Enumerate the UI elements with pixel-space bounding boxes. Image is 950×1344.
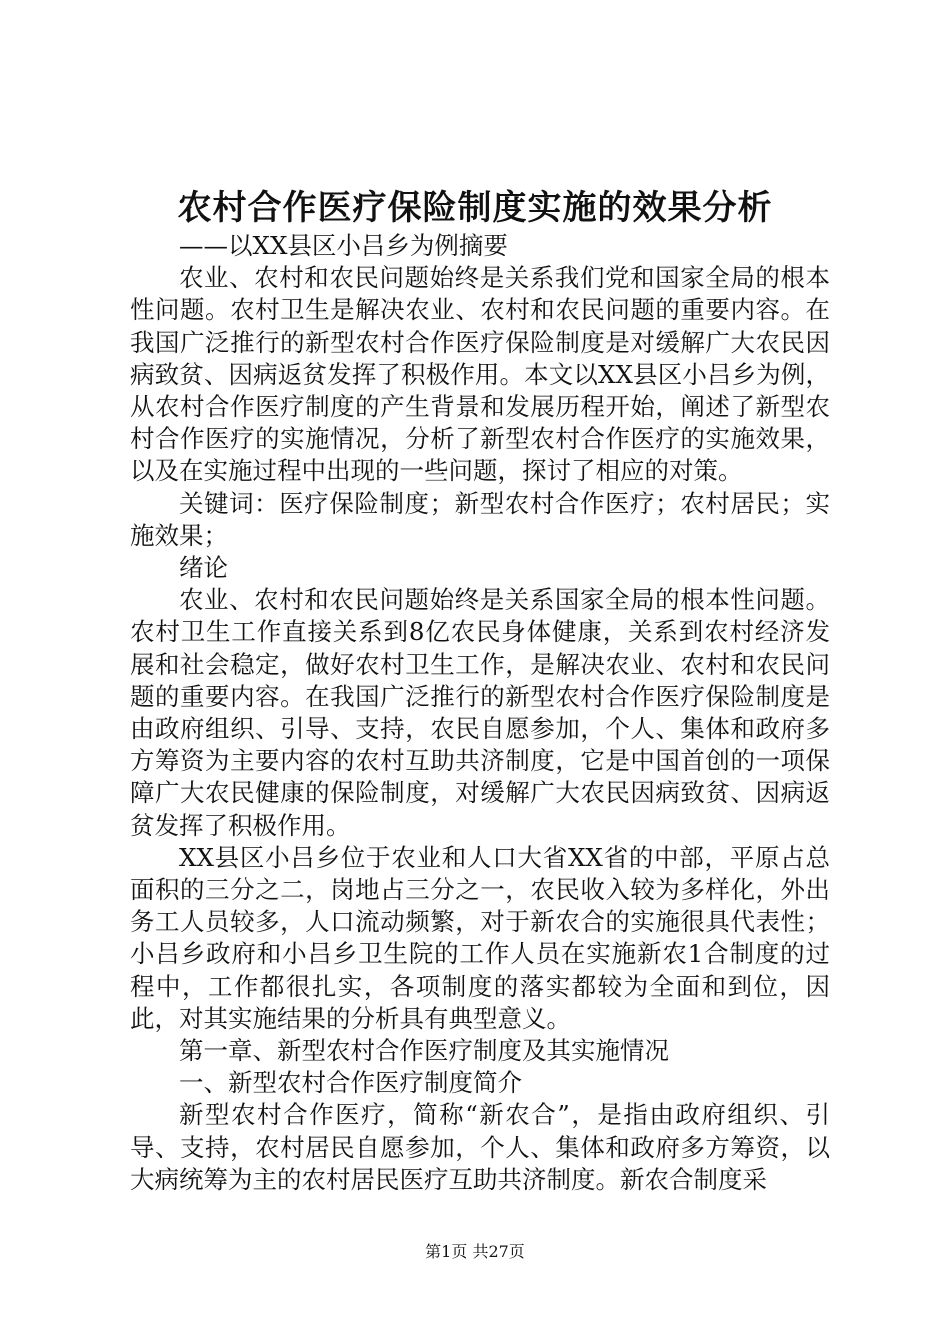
keywords-paragraph: 关键词：医疗保险制度；新型农村合作医疗；农村居民；实施效果； (130, 488, 830, 550)
abstract-paragraph: 农业、农村和农民问题始终是关系我们党和国家全局的根本性问题。农村卫生是解决农业、农村和农民问题的重要内容。在我国广泛推行的新型农村合作医疗保险制度是对缓解广大农民因病致贫、因病返贫发挥了积极作用。本文以XX县区小吕乡为例，从农村合作医疗制度的产生背景和发展历程开始，阐述了新型农村合作医疗的实施情况，分析了新型农村合作医疗的实施效果，以及在实施过程中出现的一些问题，探讨了相应的对策。 (130, 263, 830, 486)
section-heading: 一、新型农村合作医疗制度简介 (179, 1068, 522, 1098)
document-body (130, 230, 830, 1196)
introduction-paragraph: 农业、农村和农民问题始终是关系国家全局的根本性问题。农村卫生工作直接关系到8亿农民身体健康，关系到农村经济发展和社会稳定，做好农村卫生工作，是解决农业、农村和农民问题的重要内容。在我国广泛推行的新型农村合作医疗保险制度是由政府组织、引导、支持，农民自愿参加，个人、集体和政府多方筹资为主要内容的农村互助共济制度，它是中国首创的一项保障广大农民健康的保险制度，对缓解广大农民因病致贫、因病返贫发挥了积极作用。 (130, 585, 830, 840)
section-heading-introduction: 绪论 (179, 553, 228, 583)
location-paragraph: XX县区小吕乡位于农业和人口大省XX省的中部，平原占总面积的三分之二，岗地占三分之一，农民收入较为多样化，外出务工人员较多，人口流动频繁，对于新农合的实施很具代表性；小吕乡政府和小吕乡卫生院的工作人员在实施新农1合制度的过程中，工作都很扎实，各项制度的落实都较为全面和到位，因此，对其实施结果的分析具有典型意义。 (130, 842, 830, 1033)
page-footer: 第1页 共27页 (425, 1242, 525, 1261)
document-title: 农村合作医疗保险制度实施的效果分析 (177, 188, 773, 228)
chapter-heading: 第一章、新型农村合作医疗制度及其实施情况 (179, 1036, 669, 1066)
definition-paragraph: 新型农村合作医疗，简称“新农合”，是指由政府组织、引导、支持，农村居民自愿参加，个人、集体和政府多方筹资，以大病统筹为主的农村居民医疗互助共济制度。新农合制度采 (130, 1100, 830, 1194)
subtitle-paragraph: ——以XX县区小吕乡为例摘要 (179, 231, 508, 260)
